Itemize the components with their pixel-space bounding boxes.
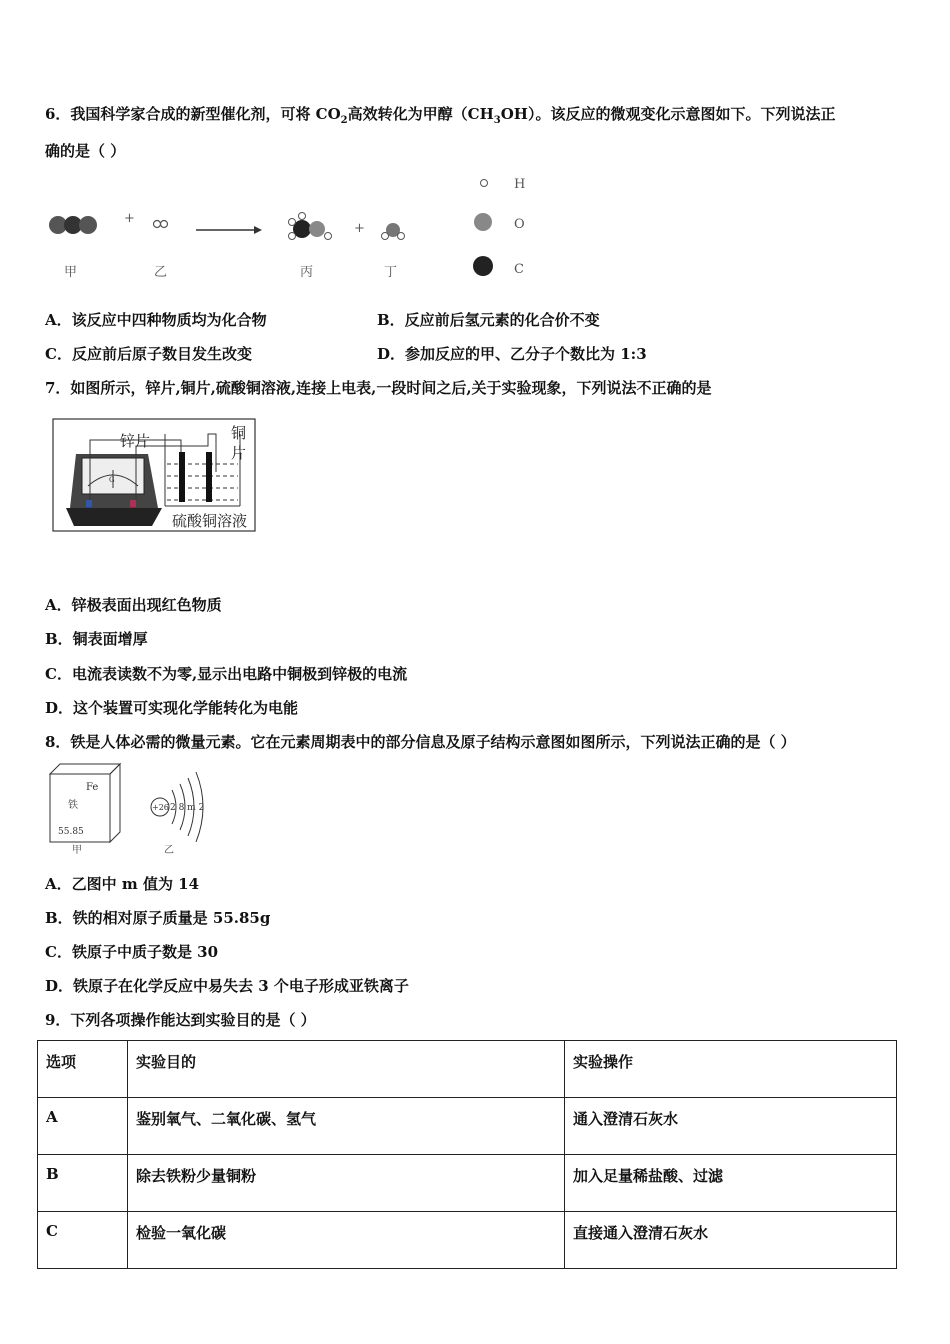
row-b-operation: 加入足量稀盐酸、过滤	[565, 1155, 897, 1212]
atom-structure	[151, 772, 204, 856]
label-jia-8: 甲	[72, 845, 82, 856]
q7-battery-diagram	[48, 416, 263, 534]
legend-o: O	[514, 217, 525, 232]
label-ding: 丁	[384, 265, 398, 280]
beaker	[165, 434, 240, 506]
label-yi: 乙	[154, 265, 168, 280]
molecule-ding	[382, 223, 405, 240]
row-c-purpose: 检验一氧化碳	[128, 1212, 565, 1269]
q8-iron-diagram	[44, 760, 224, 858]
q9-table	[37, 1040, 897, 1269]
label-yi-8: 乙	[164, 845, 174, 856]
header-operation: 实验操作	[565, 1041, 897, 1098]
row-b-purpose: 除去铁粉少量铜粉	[128, 1155, 565, 1212]
q6-option-d[interactable]: D．参加反应的甲、乙分子个数比为 1:3	[377, 345, 647, 363]
q8-option-b[interactable]: B．铁的相对原子质量是 55.85g	[45, 909, 271, 927]
table-header-row	[38, 1041, 897, 1098]
q6-option-b[interactable]: B．反应前后氢元素的化合价不变	[377, 311, 600, 329]
plus-sign: +	[124, 211, 135, 226]
table-row	[38, 1098, 897, 1155]
q6-reaction-diagram	[40, 170, 560, 285]
table-row	[38, 1212, 897, 1269]
periodic-cell	[50, 764, 120, 856]
table-row	[38, 1155, 897, 1212]
nucleus-charge: +26	[152, 803, 169, 812]
row-a-option: A	[38, 1098, 128, 1155]
molecule-yi	[154, 221, 168, 228]
copper-plate	[206, 452, 212, 502]
row-c-option: C	[38, 1212, 128, 1269]
galvanometer-icon	[66, 454, 162, 526]
molecule-bing	[289, 213, 332, 240]
label-copper-2: 片	[231, 444, 247, 462]
reaction-arrow-icon	[196, 226, 262, 234]
label-solution: 硫酸铜溶液	[172, 512, 248, 530]
q6-option-c[interactable]: C．反应前后原子数目发生改变	[45, 345, 252, 363]
row-a-operation: 通入澄清石灰水	[565, 1098, 897, 1155]
header-option: 选项	[38, 1041, 128, 1098]
q8-option-c[interactable]: C．铁原子中质子数是 30	[45, 943, 219, 961]
header-purpose: 实验目的	[128, 1041, 565, 1098]
q6-option-a[interactable]: A．该反应中四种物质均为化合物	[45, 311, 267, 329]
plus-sign-2: +	[354, 221, 365, 236]
row-b-option: B	[38, 1155, 128, 1212]
meter-g-label: G	[109, 476, 115, 484]
label-jia: 甲	[64, 265, 78, 280]
legend-h: H	[514, 177, 526, 192]
legend-c: C	[514, 262, 524, 277]
zinc-plate	[179, 452, 185, 502]
q9-stem: 9．下列各项操作能达到实验目的是（ ）	[45, 1011, 316, 1029]
label-zinc: 锌片	[120, 432, 151, 450]
fe-name: 铁	[68, 800, 78, 811]
fe-symbol: Fe	[86, 782, 99, 793]
q7-option-a[interactable]: A．锌极表面出现红色物质	[45, 596, 222, 614]
q8-option-a[interactable]: A．乙图中 m 值为 14	[45, 875, 200, 893]
q8-stem: 8．铁是人体必需的微量元素。它在元素周期表中的部分信息及原子结构示意图如图所示，下列说法正确的是（ ）	[45, 733, 796, 751]
q7-option-b[interactable]: B．铜表面增厚	[45, 630, 148, 648]
q8-option-d[interactable]: D．铁原子在化学反应中易失去 3 个电子形成亚铁离子	[45, 977, 409, 995]
q7-option-d[interactable]: D．这个装置可实现化学能转化为电能	[45, 699, 299, 717]
q6-stem-line2: 确的是（ ）	[45, 142, 126, 160]
label-bing: 丙	[300, 265, 314, 280]
row-c-operation: 直接通入澄清石灰水	[565, 1212, 897, 1269]
shell-electrons: 2 8 m 2	[170, 803, 205, 813]
q6-stem-line1: 6．我国科学家合成的新型催化剂，可将 $CO_2$高效转化为甲醇$(CH_3OH)$。该反应的微观变化示意图如下。下列说法正	[45, 105, 836, 126]
atom-legend	[473, 177, 525, 277]
fe-mass: 55.85	[58, 827, 84, 837]
q7-stem: 7．如图所示，锌片,铜片,硫酸铜溶液,连接上电表,一段时间之后,关于实验现象，下列说法不正确的是	[45, 379, 712, 397]
q7-option-c[interactable]: C．电流表读数不为零,显示出电路中铜极到锌极的电流	[45, 665, 408, 683]
molecule-jia	[49, 216, 97, 234]
label-copper-1: 铜	[231, 424, 247, 442]
row-a-purpose: 鉴别氧气、二氧化碳、氢气	[128, 1098, 565, 1155]
